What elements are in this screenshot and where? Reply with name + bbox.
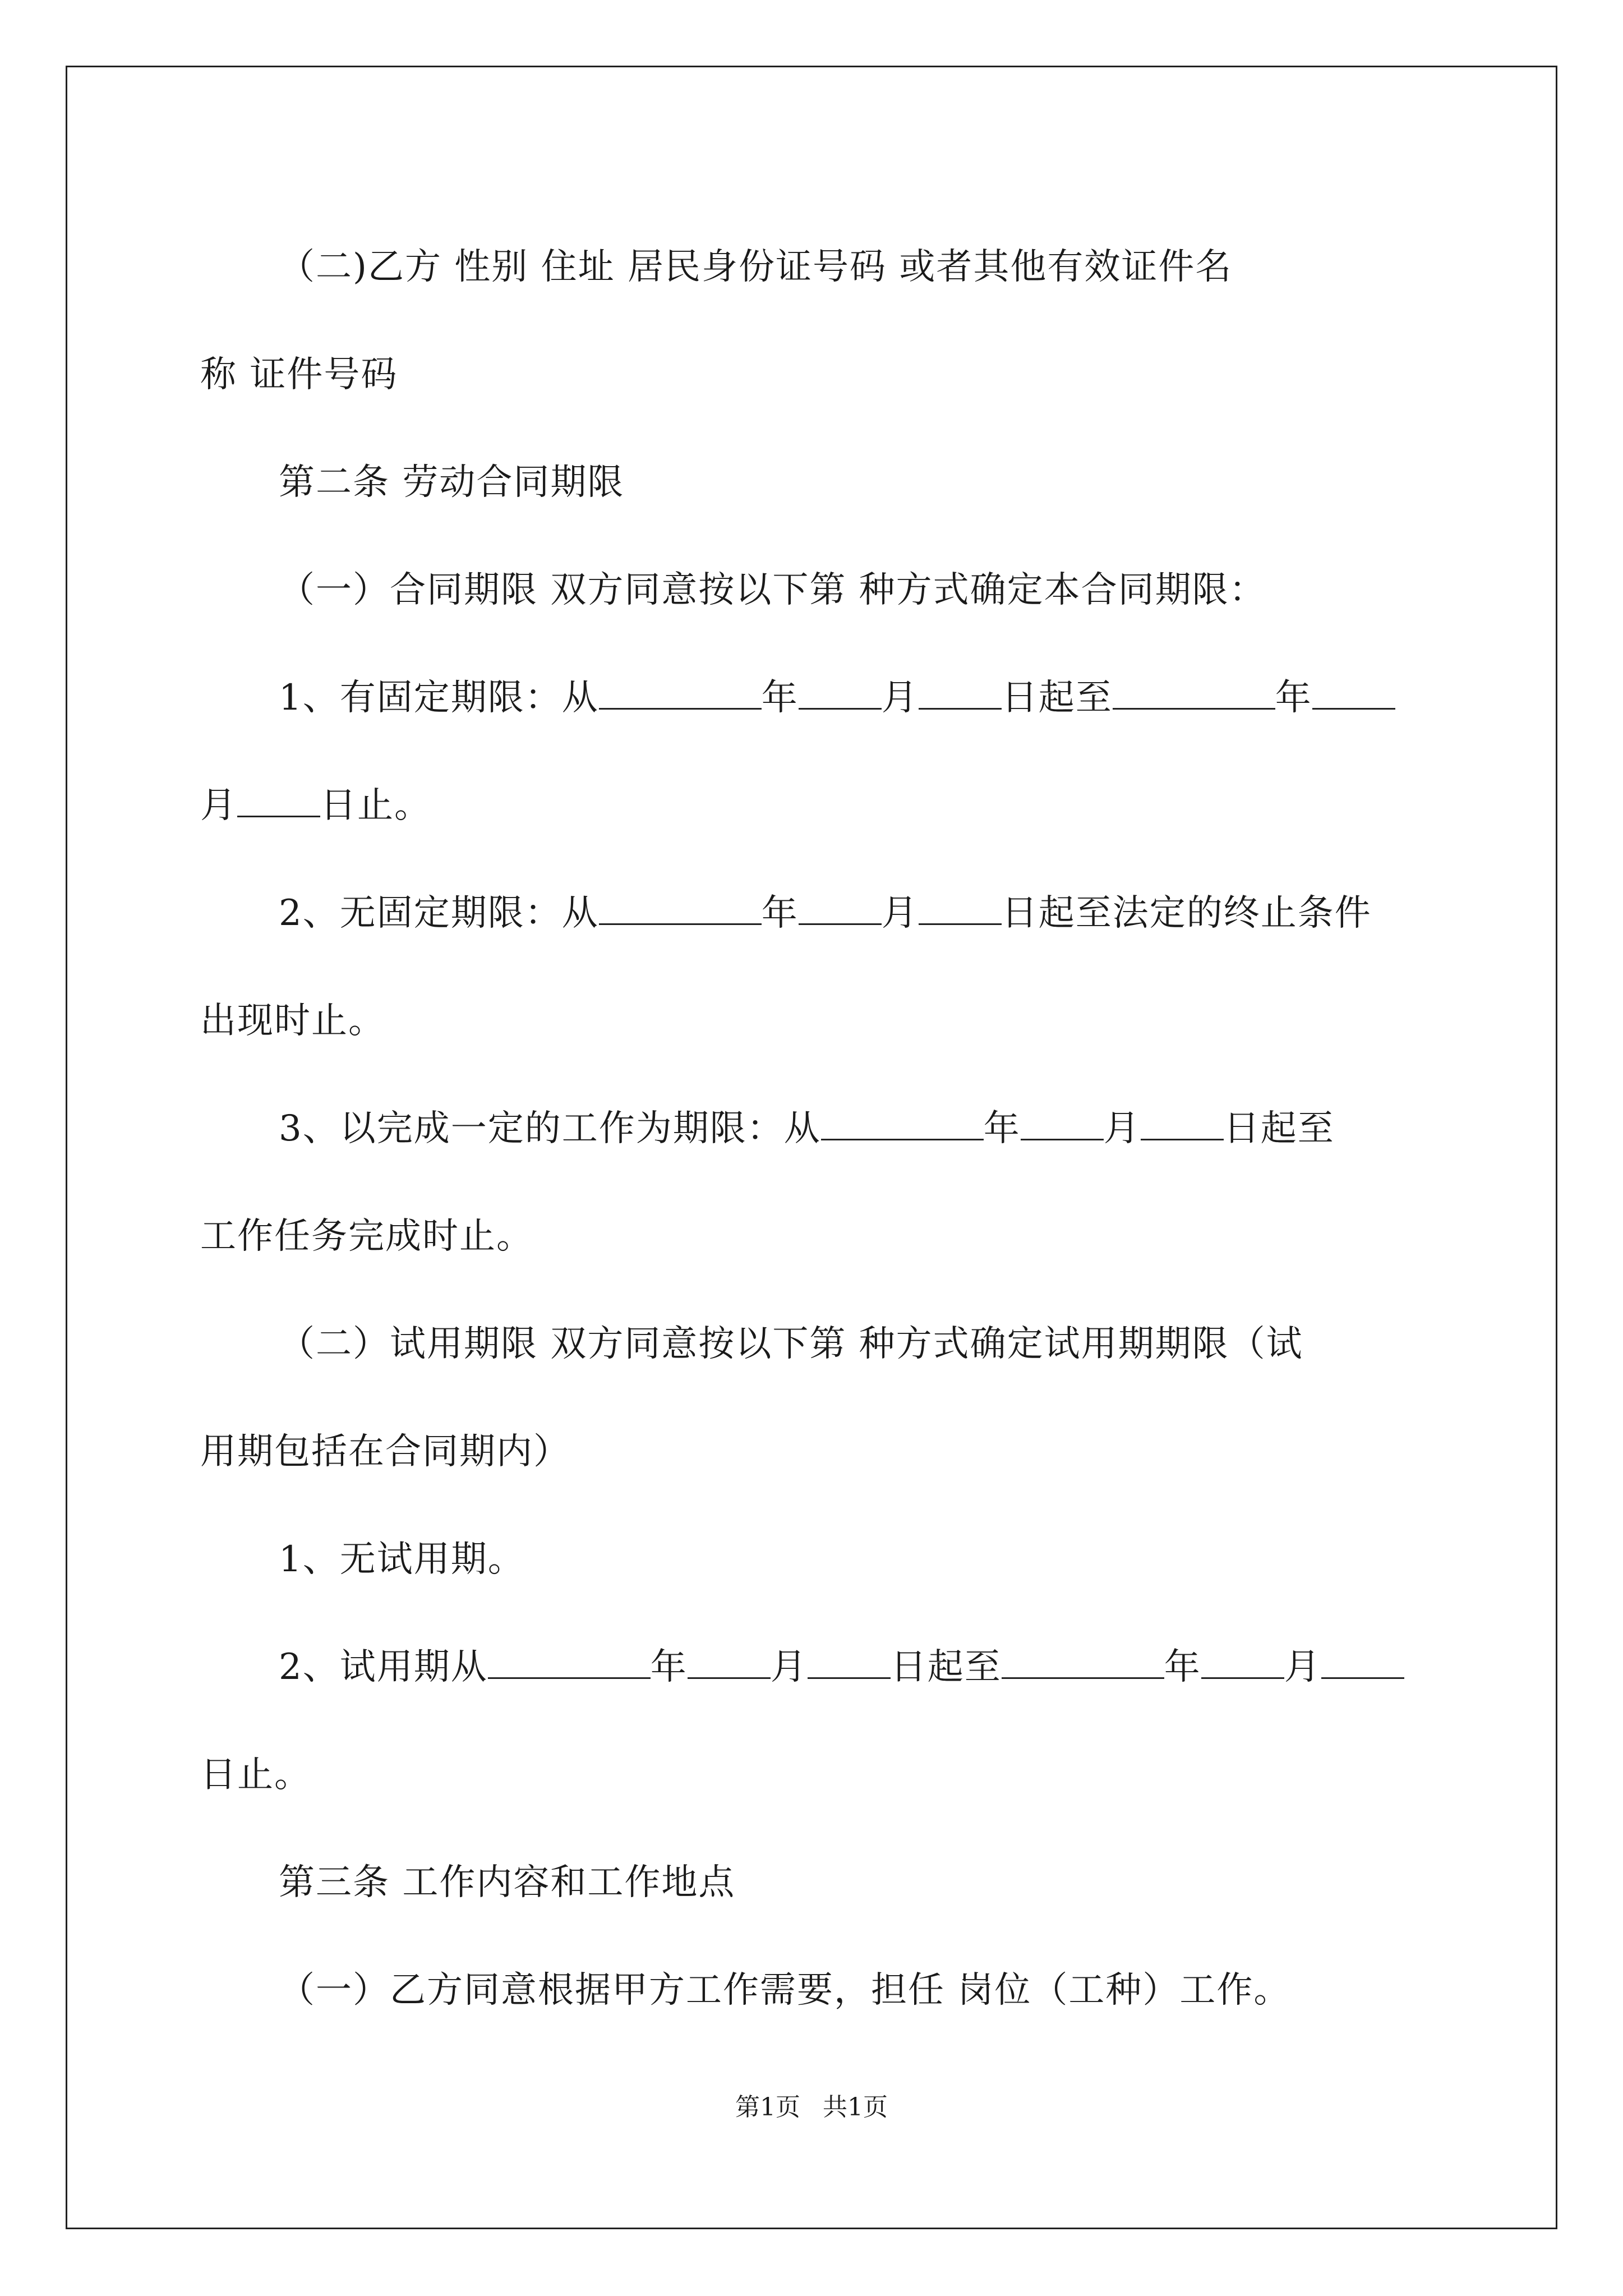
fill-blank	[919, 892, 1002, 925]
page-footer	[0, 2091, 1623, 2124]
fill-blank	[1021, 1107, 1104, 1140]
text-segment: 年	[1164, 1646, 1201, 1688]
text-segment: 年	[761, 677, 799, 719]
fill-blank	[1141, 1107, 1224, 1140]
fill-blank	[599, 677, 762, 710]
paragraph-party-b-info-cont: 称 证件号码	[200, 354, 398, 395]
fill-blank	[488, 1646, 651, 1679]
text-segment: 月	[1103, 1108, 1141, 1149]
paragraph-contract-term: （一）合同期限 双方同意按以下第 种方式确定本合同期限：	[279, 569, 1266, 611]
fill-blank	[1321, 1646, 1404, 1679]
fill-blank	[1002, 1646, 1164, 1679]
paragraph-open-term-cont: 出现时止。	[200, 1000, 385, 1042]
page-number: 第1页	[735, 2093, 800, 2122]
text-segment: 年	[650, 1646, 688, 1688]
paragraph-job-position: （一）乙方同意根据甲方工作需要，担任 岗位（工种）工作。	[279, 1970, 1291, 2011]
paragraph-task-term	[200, 1075, 1423, 1182]
fill-blank	[919, 677, 1002, 710]
fill-blank	[821, 1107, 984, 1140]
text-segment: 月	[200, 785, 237, 826]
text-segment: 日止。	[320, 785, 431, 826]
fill-blank	[688, 1646, 771, 1679]
fill-blank	[1113, 677, 1275, 710]
text-segment: 日起至	[1223, 1108, 1335, 1149]
text-segment: 日起至	[890, 1646, 1002, 1688]
text-segment: 日起至	[1001, 677, 1113, 719]
page-count: 共1页	[823, 2093, 888, 2122]
paragraph-no-probation: 1、无试用期。	[279, 1539, 525, 1580]
fill-blank	[1201, 1646, 1284, 1679]
paragraph-probation-term-cont: 用期包括在合同期内）	[200, 1431, 570, 1473]
text-segment: 月	[881, 892, 919, 934]
paragraph-fixed-term-cont	[200, 752, 1423, 859]
text-segment: 年	[983, 1108, 1021, 1149]
text-segment: 2、无固定期限：从	[279, 892, 599, 934]
paragraph-probation-period	[200, 1613, 1423, 1721]
text-segment: 月	[770, 1646, 808, 1688]
paragraph-probation-term: （二）试用期限 双方同意按以下第 种方式确定试用期期限（试	[279, 1323, 1303, 1365]
text-segment: 日起至法定的终止条件	[1001, 892, 1372, 934]
document-body	[200, 213, 1423, 2044]
paragraph-task-term-cont: 工作任务完成时止。	[200, 1216, 533, 1257]
text-segment: 1、有固定期限：从	[279, 677, 599, 719]
text-segment: 年	[1275, 677, 1312, 719]
paragraph-open-term	[200, 859, 1423, 967]
text-segment: 2、试用期从	[279, 1646, 488, 1688]
fill-blank	[1312, 677, 1395, 710]
text-segment: 年	[761, 892, 799, 934]
article-3-heading: 第三条 工作内容和工作地点	[279, 1862, 736, 1903]
fill-blank	[237, 784, 320, 817]
paragraph-probation-period-cont: 日止。	[200, 1754, 311, 1796]
article-2-heading: 第二条 劳动合同期限	[279, 462, 625, 503]
text-segment: 3、以完成一定的工作为期限：从	[279, 1108, 821, 1149]
paragraph-fixed-term	[200, 644, 1423, 752]
paragraph-party-b-info: （二)乙方 性别 住址 居民身份证号码 或者其他有效证件名	[279, 246, 1233, 288]
fill-blank	[799, 892, 882, 925]
text-segment: 月	[1284, 1646, 1321, 1688]
fill-blank	[799, 677, 882, 710]
fill-blank	[599, 892, 762, 925]
fill-blank	[808, 1646, 891, 1679]
text-segment: 月	[881, 677, 919, 719]
